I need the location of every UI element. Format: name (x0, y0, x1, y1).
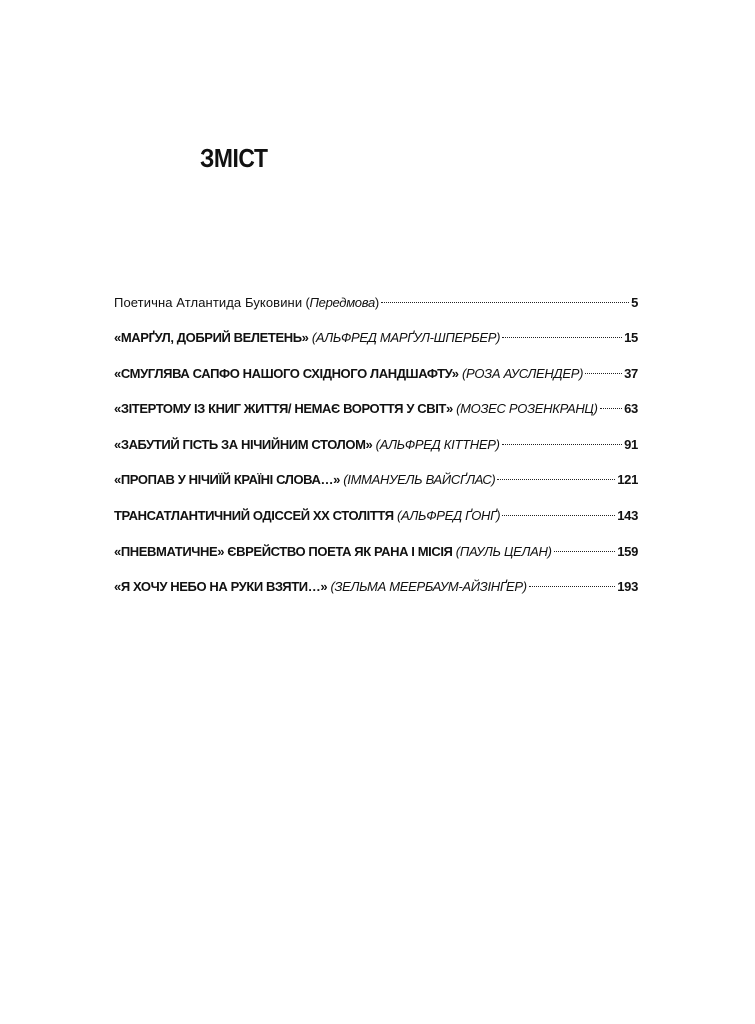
toc-entry-author: (ПАУЛЬ ЦЕЛАН) (455, 543, 552, 559)
toc-entry[interactable] (114, 467, 638, 488)
toc-entry[interactable] (114, 432, 638, 452)
toc-entry-title: «СМУГЛЯВА САПФО НАШОГО СХІДНОГО ЛАНДШАФТУ» (114, 365, 459, 381)
toc-page-number: 91 (624, 436, 638, 452)
toc-entry[interactable] (114, 290, 638, 310)
toc-entry[interactable] (114, 396, 638, 417)
dot-leader (502, 432, 623, 449)
toc-entry-text (114, 436, 500, 453)
toc-close-paren: ) (374, 295, 379, 310)
toc-entry-title: «Я ХОЧУ НЕБО НА РУКИ ВЗЯТИ…» (114, 579, 328, 595)
toc-entry-text (114, 507, 500, 524)
toc-entry-title: «МАРҐУЛ, ДОБРИЙ ВЕЛЕТЕНЬ» (114, 330, 309, 345)
toc-entry-author: (МОЗЕС РОЗЕНКРАНЦ) (456, 401, 598, 417)
toc-page-number: 159 (617, 543, 638, 559)
toc-open-paren: ( (302, 295, 310, 310)
dot-leader (381, 290, 629, 307)
toc-entry-author: (АЛЬФРЕД КІТТНЕР) (375, 436, 500, 452)
toc-entry-author: (ЗЕЛЬМА МЕЕРБАУМ-АЙЗІНҐЕР) (330, 579, 527, 595)
toc-entry-title: «ЗАБУТИЙ ГІСТЬ ЗА НІЧИЙНИМ СТОЛОМ» (114, 436, 373, 452)
toc-entry-text (114, 471, 495, 488)
toc-page-number: 121 (617, 472, 638, 488)
toc-entry[interactable] (114, 539, 638, 559)
dot-leader (497, 467, 615, 484)
toc-entry-text (114, 329, 500, 346)
dot-leader (502, 325, 622, 342)
toc-page-number: 37 (624, 365, 638, 381)
dot-leader (502, 503, 615, 520)
table-of-contents (114, 290, 638, 610)
dot-leader (585, 361, 622, 378)
toc-entry-text (114, 400, 598, 417)
toc-page-number: 143 (617, 507, 638, 523)
toc-entry[interactable] (114, 361, 638, 381)
dot-leader (600, 396, 623, 413)
page-title: ЗМІСТ (200, 143, 268, 173)
toc-entry-text (114, 543, 552, 560)
toc-entry-text (114, 294, 379, 311)
toc-entry-author: (ІММАНУЕЛЬ ВАЙСҐЛАС) (343, 472, 496, 488)
toc-entry-author: (АЛЬФРЕД МАРҐУЛ-ШПЕРБЕР) (311, 330, 501, 345)
dot-leader (554, 539, 616, 556)
toc-entry-author: (АЛЬФРЕД ҐОНҐ) (397, 507, 501, 523)
toc-entry-text (114, 365, 583, 382)
toc-entry[interactable] (114, 503, 638, 523)
toc-entry-title: «ЗІТЕРТОМУ ІЗ КНИГ ЖИТТЯ/ НЕМАЄ ВОРОТТЯ У СВІТ» (114, 401, 453, 417)
toc-page-number: 5 (631, 295, 638, 310)
toc-page-number: 15 (624, 330, 638, 345)
toc-page-number: 63 (624, 401, 638, 417)
toc-entry-title: «ПРОПАВ У НІЧИЇЙ КРАЇНІ СЛОВА…» (114, 472, 340, 488)
toc-entry-author: Передмова (309, 295, 375, 310)
toc-entry-title: Поетична Атлантида Буковини (114, 295, 303, 310)
toc-entry-title: «ПНЕВМАТИЧНЕ» ЄВРЕЙСТВО ПОЕТА ЯК РАНА І МІСІЯ (114, 543, 453, 559)
toc-entry-author: (РОЗА АУСЛЕНДЕР) (461, 365, 584, 381)
toc-page-number: 193 (617, 579, 638, 595)
toc-entry[interactable] (114, 574, 638, 595)
dot-leader (529, 574, 615, 591)
toc-entry-text (114, 578, 527, 595)
toc-entry[interactable] (114, 325, 638, 345)
toc-entry-title: ТРАНСАТЛАНТИЧНИЙ ОДІССЕЙ XX СТОЛІТТЯ (114, 507, 394, 523)
